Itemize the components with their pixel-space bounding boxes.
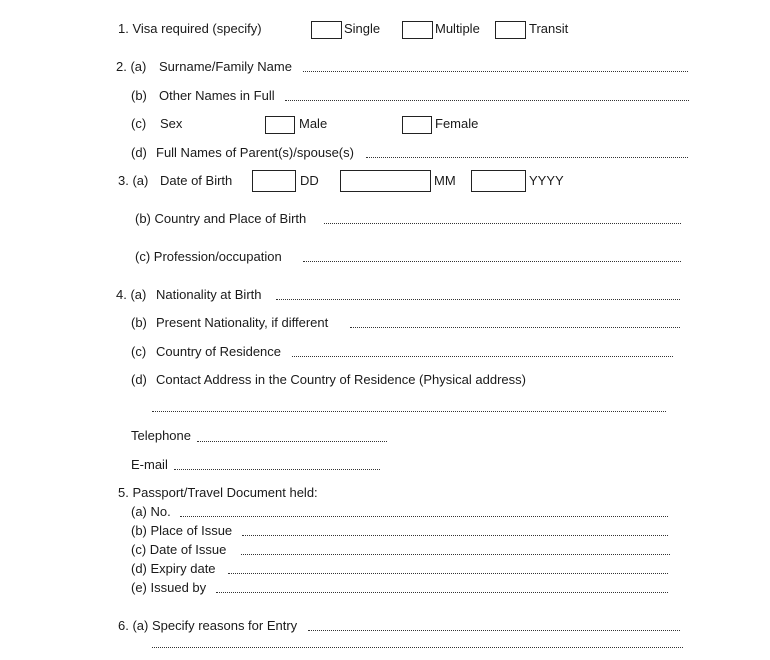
dob-day-unit: DD: [300, 173, 319, 188]
male-checkbox[interactable]: [265, 116, 295, 134]
q4c-number: (c): [131, 344, 147, 359]
present-nationality-label: Present Nationality, if different: [156, 315, 329, 330]
single-checkbox[interactable]: [311, 21, 342, 39]
nationality-birth-label: Nationality at Birth: [156, 287, 262, 302]
parents-names-label: Full Names of Parent(s)/spouse(s): [156, 145, 354, 160]
issued-by-field[interactable]: [216, 592, 668, 593]
place-of-issue-field[interactable]: [242, 535, 668, 536]
reasons-for-entry-label: 6. (a) Specify reasons for Entry: [118, 618, 298, 633]
contact-address-label: Contact Address in the Country of Residence (Physical address): [156, 372, 526, 387]
female-checkbox[interactable]: [402, 116, 432, 134]
parents-names-field[interactable]: [366, 157, 688, 158]
telephone-label: Telephone: [131, 428, 191, 443]
country-residence-field[interactable]: [292, 356, 673, 357]
date-of-birth-label: Date of Birth: [160, 173, 233, 188]
q4d-number: (d): [131, 372, 147, 387]
page-cut-off: [0, 656, 770, 660]
multiple-label: Multiple: [435, 21, 480, 36]
q2-number: 2. (a): [116, 59, 147, 74]
dob-day-input[interactable]: [252, 170, 296, 192]
q2c-number: (c): [131, 116, 147, 131]
place-of-issue-label: (b) Place of Issue: [131, 523, 233, 538]
transit-label: Transit: [529, 21, 569, 36]
male-label: Male: [299, 116, 328, 131]
female-label: Female: [435, 116, 479, 131]
country-residence-label: Country of Residence: [156, 344, 282, 359]
dob-month-unit: MM: [434, 173, 456, 188]
country-place-birth-field[interactable]: [324, 223, 681, 224]
q3-number: 3. (a): [118, 173, 149, 188]
q2d-number: (d): [131, 145, 147, 160]
dob-year-input[interactable]: [471, 170, 526, 192]
date-of-issue-label: (c) Date of Issue: [131, 542, 227, 557]
telephone-field[interactable]: [197, 441, 387, 442]
multiple-checkbox[interactable]: [402, 21, 433, 39]
visa-required-label: 1. Visa required (specify): [118, 21, 262, 36]
reasons-for-entry-field-line2[interactable]: [152, 647, 683, 648]
date-of-issue-field[interactable]: [241, 554, 670, 555]
surname-label: Surname/Family Name: [159, 59, 292, 74]
q4-number: 4. (a): [116, 287, 147, 302]
q4b-number: (b): [131, 315, 147, 330]
country-place-birth-label: (b) Country and Place of Birth: [135, 211, 307, 226]
single-label: Single: [344, 21, 381, 36]
passport-number-field[interactable]: [180, 516, 668, 517]
transit-checkbox[interactable]: [495, 21, 526, 39]
profession-label: (c) Profession/occupation: [135, 249, 282, 264]
profession-field[interactable]: [303, 261, 681, 262]
contact-address-field[interactable]: [152, 411, 666, 412]
email-field[interactable]: [174, 469, 380, 470]
issued-by-label: (e) Issued by: [131, 580, 207, 595]
present-nationality-field[interactable]: [350, 327, 680, 328]
email-label: E-mail: [131, 457, 168, 472]
q2b-number: (b): [131, 88, 147, 103]
sex-label: Sex: [160, 116, 183, 131]
passport-section-title: 5. Passport/Travel Document held:: [118, 485, 318, 500]
reasons-for-entry-field[interactable]: [308, 630, 680, 631]
passport-number-label: (a) No.: [131, 504, 171, 519]
expiry-date-field[interactable]: [228, 573, 668, 574]
dob-month-input[interactable]: [340, 170, 431, 192]
dob-year-unit: YYYY: [529, 173, 564, 188]
nationality-birth-field[interactable]: [276, 299, 680, 300]
other-names-field[interactable]: [285, 100, 689, 101]
expiry-date-label: (d) Expiry date: [131, 561, 216, 576]
surname-field[interactable]: [303, 71, 688, 72]
other-names-label: Other Names in Full: [159, 88, 275, 103]
